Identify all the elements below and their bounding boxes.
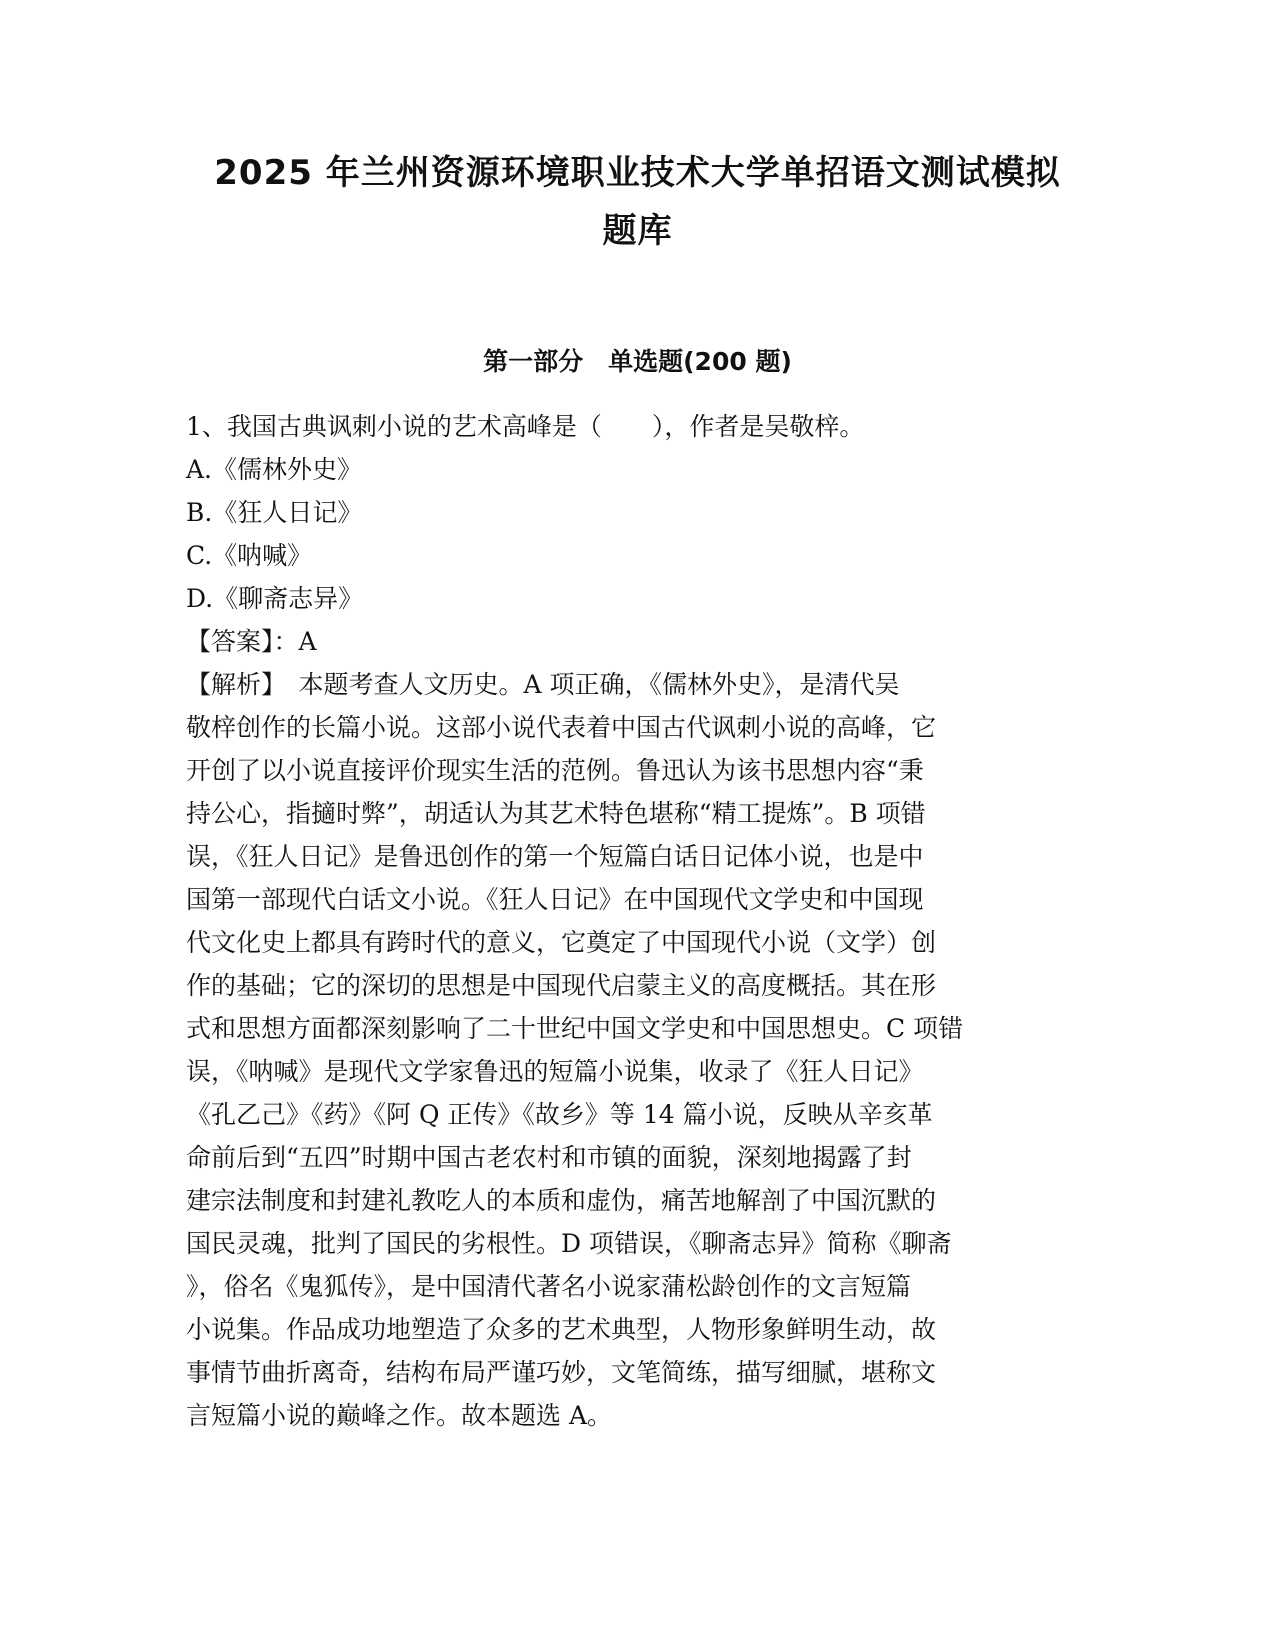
explanation-line: 》，俗名《鬼狐传》，是中国清代著名小说家蒲松龄创作的文言短篇 <box>186 1272 912 1301</box>
document-title-line-2: 题库 <box>602 211 673 251</box>
explanation-line: 【解析】 本题考查人文历史。A 项正确，《儒林外史》，是清代吴 <box>186 670 900 699</box>
explanation-line: 开创了以小说直接评价现实生活的范例。鲁迅认为该书思想内容“秉 <box>186 756 924 785</box>
explanation-line: 小说集。作品成功地塑造了众多的艺术典型，人物形象鲜明生动，故 <box>186 1315 937 1344</box>
document-title <box>160 144 1115 260</box>
option-d: D.《聊斋志异》 <box>186 584 364 613</box>
explanation-line: 《孔乙己》《药》《阿 Q 正传》《故乡》等 14 篇小说，反映从辛亥革 <box>186 1100 933 1129</box>
answer-line: 【答案】：A <box>186 627 317 656</box>
question-stem: 1、我国古典讽刺小说的艺术高峰是（ ），作者是吴敬梓。 <box>186 412 865 441</box>
explanation-line: 持公心，指擿时弊”，胡适认为其艺术特色堪称“精工提炼”。B 项错 <box>186 799 926 828</box>
document-title-line-1: 2025 年兰州资源环境职业技术大学单招语文测试模拟 <box>214 153 1061 193</box>
explanation-line: 事情节曲折离奇，结构布局严谨巧妙，文笔简练，描写细腻，堪称文 <box>186 1358 937 1387</box>
explanation-line: 命前后到“五四”时期中国古老农村和市镇的面貌，深刻地揭露了封 <box>186 1143 912 1172</box>
explanation-line: 代文化史上都具有跨时代的意义，它奠定了中国现代小说（文学）创 <box>186 928 937 957</box>
explanation <box>186 663 1076 1437</box>
option-c: C.《呐喊》 <box>186 541 313 570</box>
explanation-line: 式和思想方面都深刻影响了二十世纪中国文学史和中国思想史。C 项错 <box>186 1014 964 1043</box>
option-a: A.《儒林外史》 <box>186 455 363 484</box>
explanation-line: 敬梓创作的长篇小说。这部小说代表着中国古代讽刺小说的高峰，它 <box>186 713 937 742</box>
explanation-line: 言短篇小说的巅峰之作。故本题选 A。 <box>186 1401 613 1430</box>
explanation-line: 国民灵魂，批判了国民的劣根性。D 项错误，《聊斋志异》简称《聊斋 <box>186 1229 952 1258</box>
explanation-line: 建宗法制度和封建礼教吃人的本质和虚伪，痛苦地解剖了中国沉默的 <box>186 1186 937 1215</box>
explanation-line: 误，《狂人日记》是鲁迅创作的第一个短篇白话日记体小说，也是中 <box>186 842 924 871</box>
question-block <box>186 405 1076 1437</box>
option-b: B.《狂人日记》 <box>186 498 363 527</box>
explanation-line: 误，《呐喊》是现代文学家鲁迅的短篇小说集，收录了《狂人日记》 <box>186 1057 924 1086</box>
section-heading: 第一部分 单选题(200 题) <box>483 347 792 376</box>
explanation-line: 国第一部现代白话文小说。《狂人日记》在中国现代文学史和中国现 <box>186 885 924 914</box>
explanation-line: 作的基础；它的深切的思想是中国现代启蒙主义的高度概括。其在形 <box>186 971 937 1000</box>
